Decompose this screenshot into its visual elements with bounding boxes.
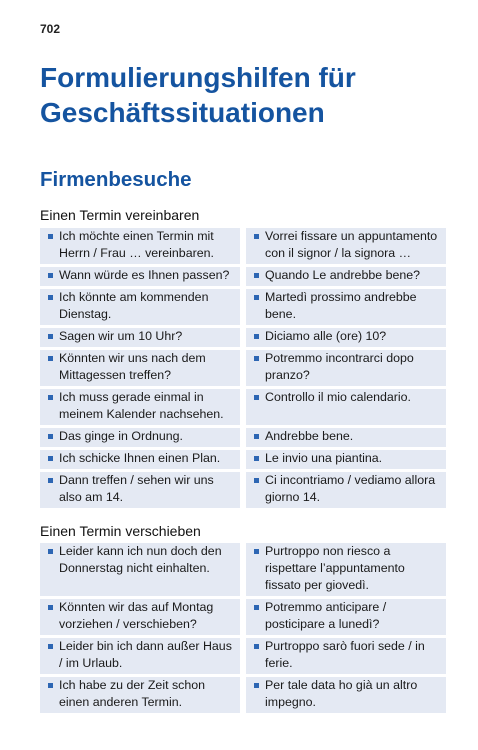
italian-phrase: Controllo il mio calendario. (265, 390, 412, 404)
german-phrase-cell (40, 289, 240, 325)
german-phrase: Ich habe zu der Zeit schon einen anderen Termin. (59, 678, 206, 709)
subheading-vereinbaren: Einen Termin vereinbaren (40, 207, 200, 223)
square-bullet-icon (254, 478, 259, 483)
german-phrase: Ich muss gerade einmal in meinem Kalender nachsehen. (59, 390, 224, 421)
section-title: Firmenbesuche (40, 168, 192, 191)
italian-phrase: Martedì prossimo andrebbe bene. (265, 290, 417, 321)
square-bullet-icon (48, 456, 53, 461)
italian-phrase: Andrebbe bene. (265, 429, 354, 443)
german-phrase-cell (40, 599, 240, 635)
italian-phrase: Quando Le andrebbe bene? (265, 268, 421, 282)
german-phrase: Sagen wir um 10 Uhr? (59, 329, 183, 343)
square-bullet-icon (254, 273, 259, 278)
page-title: Formulierungshilfen für Geschäftssituationen (40, 62, 356, 128)
italian-phrase: Potremmo anticipare / posticipare a lunedì? (265, 600, 387, 631)
italian-phrase: Potremmo incontrarci dopo pranzo? (265, 351, 414, 382)
square-bullet-icon (254, 644, 259, 649)
square-bullet-icon (254, 356, 259, 361)
square-bullet-icon (48, 644, 53, 649)
italian-phrase-cell (240, 428, 446, 447)
german-phrase-cell (40, 350, 240, 386)
german-phrase-cell (40, 428, 240, 447)
german-phrase: Leider bin ich dann außer Haus / im Urlaub. (59, 639, 232, 670)
square-bullet-icon (48, 356, 53, 361)
table-row (40, 677, 446, 713)
square-bullet-icon (254, 395, 259, 400)
italian-phrase-cell (240, 267, 446, 286)
table-row (40, 599, 446, 635)
italian-phrase-cell (240, 638, 446, 674)
table-row (40, 389, 446, 425)
square-bullet-icon (48, 273, 53, 278)
german-phrase: Könnten wir das auf Montag vorziehen / verschieben? (59, 600, 214, 631)
german-phrase-cell (40, 638, 240, 674)
square-bullet-icon (48, 434, 53, 439)
italian-phrase: Le invio una piantina. (265, 451, 383, 465)
italian-phrase: Vorrei fissare un appuntamento con il signor / la signora … (265, 229, 438, 260)
german-phrase: Ich möchte einen Termin mit Herrn / Frau … vereinbaren. (59, 229, 214, 260)
german-phrase-cell (40, 267, 240, 286)
german-phrase: Leider kann ich nun doch den Donnerstag nicht einhalten. (59, 544, 222, 575)
table-row (40, 289, 446, 325)
table-row (40, 328, 446, 347)
page-number: 702 (40, 22, 61, 36)
italian-phrase-cell (240, 350, 446, 386)
square-bullet-icon (48, 549, 53, 554)
square-bullet-icon (254, 234, 259, 239)
german-phrase-cell (40, 677, 240, 713)
italian-phrase: Diciamo alle (ore) 10? (265, 329, 387, 343)
square-bullet-icon (254, 605, 259, 610)
german-phrase: Ich schicke Ihnen einen Plan. (59, 451, 221, 465)
italian-phrase: Purtroppo non riesco a rispettare l’appuntamento fissato per giovedì. (265, 544, 405, 592)
square-bullet-icon (48, 605, 53, 610)
square-bullet-icon (48, 295, 53, 300)
square-bullet-icon (48, 334, 53, 339)
italian-phrase-cell (240, 389, 446, 425)
italian-phrase-cell (240, 543, 446, 596)
table-row (40, 228, 446, 264)
square-bullet-icon (48, 683, 53, 688)
german-phrase-cell (40, 543, 240, 596)
square-bullet-icon (254, 434, 259, 439)
italian-phrase-cell (240, 328, 446, 347)
german-phrase-cell (40, 228, 240, 264)
italian-phrase: Ci incontriamo / vediamo allora giorno 14. (265, 473, 436, 504)
german-phrase: Dann treffen / sehen wir uns also am 14. (59, 473, 214, 504)
german-phrase-cell (40, 389, 240, 425)
german-phrase-cell (40, 472, 240, 508)
italian-phrase-cell (240, 472, 446, 508)
table-row (40, 638, 446, 674)
italian-phrase: Per tale data ho già un altro impegno. (265, 678, 418, 709)
italian-phrase-cell (240, 450, 446, 469)
italian-phrase-cell (240, 599, 446, 635)
square-bullet-icon (254, 456, 259, 461)
german-phrase: Wann würde es Ihnen passen? (59, 268, 230, 282)
italian-phrase: Purtroppo sarò fuori sede / in ferie. (265, 639, 425, 670)
german-phrase-cell (40, 328, 240, 347)
german-phrase: Ich könnte am kommenden Dienstag. (59, 290, 209, 321)
table-row (40, 472, 446, 508)
square-bullet-icon (254, 683, 259, 688)
square-bullet-icon (254, 549, 259, 554)
german-phrase-cell (40, 450, 240, 469)
table-row (40, 450, 446, 469)
square-bullet-icon (254, 334, 259, 339)
italian-phrase-cell (240, 677, 446, 713)
german-phrase: Könnten wir uns nach dem Mittagessen treffen? (59, 351, 206, 382)
table-row (40, 350, 446, 386)
square-bullet-icon (48, 234, 53, 239)
italian-phrase-cell (240, 228, 446, 264)
square-bullet-icon (48, 395, 53, 400)
table-row (40, 267, 446, 286)
table-row (40, 428, 446, 447)
german-phrase: Das ginge in Ordnung. (59, 429, 183, 443)
phrase-table-vereinbaren (40, 225, 446, 511)
subheading-verschieben: Einen Termin verschieben (40, 523, 201, 539)
square-bullet-icon (48, 478, 53, 483)
table-row (40, 543, 446, 596)
italian-phrase-cell (240, 289, 446, 325)
square-bullet-icon (254, 295, 259, 300)
phrase-table-verschieben (40, 540, 446, 716)
